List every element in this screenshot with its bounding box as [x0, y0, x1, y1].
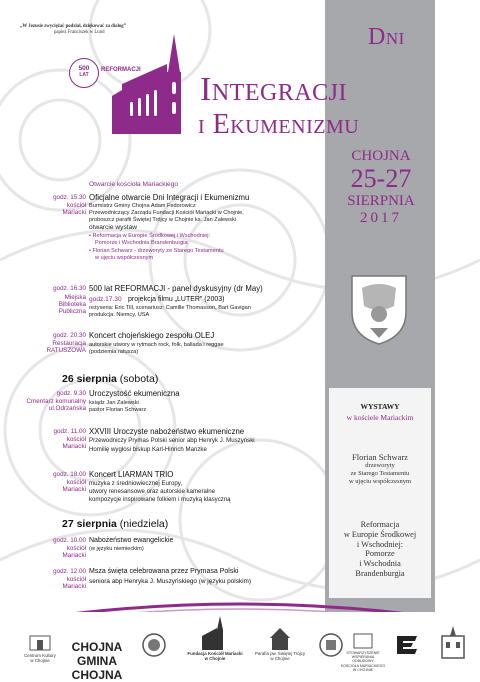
event-place: Cmentarz komunalny ul.Odrzańska: [26, 398, 86, 413]
church-logo-icon: [198, 616, 232, 650]
e-logo-icon: [393, 632, 421, 658]
day-heading: 27 sierpnia (niedziela): [62, 518, 169, 530]
quote-author: papież Franciszek w Lund: [54, 30, 105, 35]
event-title: Msza święta celebrowana przez Prymasa Polski: [89, 568, 239, 575]
event-time: godz. 9.30: [56, 390, 86, 397]
coat-of-arms-icon: [348, 272, 410, 346]
quote: „W Jezusie zwyciężać podział, dziękować za dialog” papież Franciszek w Lund: [20, 24, 160, 36]
event-line: muzyka z średniowiecznej Europy,: [89, 480, 183, 487]
title-integracji: Integracji: [200, 71, 347, 108]
event-line: Burmistrz Gminy Chojna Adam Fedorowicz: [89, 203, 196, 209]
day-heading: 26 sierpnia (sobota): [62, 373, 159, 385]
seal-icon: [141, 632, 167, 658]
event-title: Oficjalne otwarcie Dni Integracji i Ekumenizmu: [89, 193, 250, 202]
sponsor-logo: Fundacja Kościół Mariacki w Chojnie: [182, 616, 248, 661]
sponsor-logo: Parafia pw. Świętej Trójcy w Chojnie: [250, 626, 310, 661]
exhibit-bullet: • Reformacja w Europie Środkowej i Wschodniej:: [89, 233, 211, 239]
event-time-2: godz.17.30: [89, 296, 122, 303]
church-icon: [112, 34, 194, 134]
sponsor-logo: [436, 626, 470, 663]
exhibit-bullet: Pomorze i Wschodnia Brandenburgia: [95, 240, 188, 246]
event-sub: otwarcie wystaw: [89, 224, 138, 231]
exhibitions-heading: WYSTAWY: [360, 402, 400, 411]
day25-intro: Otwarcie kościoła Mariackiego: [89, 181, 179, 188]
event-line: kompozycje inspirowane folkiem i muzyką klasyczną: [89, 496, 231, 503]
exhibition-schwarz: Florian Schwarz drzeworyty ze Starego Testamentu w ujęciu współczesnym: [348, 452, 412, 485]
event-line: proboszcz parafii Świętej Trójcy w Chojnie ks. Jan Zalewski: [89, 217, 237, 223]
event-line: autorskie utwory w rytmach rock, folk, ballada i reggae: [89, 342, 224, 348]
event-place: Miejska Biblioteka Publiczna: [58, 294, 86, 316]
sponsor-logo: [140, 632, 168, 659]
event-line: seniora abp Henryka J. Muszyńskiego (w języku polskim): [89, 578, 251, 585]
event-dates: [340, 148, 422, 227]
event-line: Przewodniczący Zarządu Fundacji Kościół Mariacki w Chojnie,: [89, 210, 244, 216]
parish-church-icon: [265, 626, 295, 650]
event-time: godz. 11.00: [53, 428, 86, 435]
event-title: Uroczystość ekumeniczna: [89, 389, 180, 398]
event-title: Koncert chojeńskiego zespołu OLEJ: [89, 331, 215, 340]
culture-centre-icon: [28, 632, 52, 652]
exhibitions-place: w kościele Mariackim: [346, 413, 414, 422]
year: 2017: [360, 210, 402, 226]
event-time: godz. 10.00: [53, 537, 86, 544]
event-place: kościół Mariacki: [62, 436, 86, 451]
event-line: (w języku niemieckim): [89, 546, 144, 552]
title-ekumenizmu: i Ekumenizmu: [198, 109, 360, 140]
event-place: Restauracja RATUSZOWA: [46, 340, 86, 355]
exhibition-reformation: Reformacja w Europie Środkowej i Wschodniej: Pomorze i Wschodnia Brandenburgia: [343, 520, 417, 578]
event-line: utwory renesansowe oraz autorskie kameralne: [89, 488, 215, 495]
event-place: kościół Mariacki: [62, 202, 86, 217]
event-time: godz. 12.00: [53, 568, 86, 575]
reformation-label: REFORMACJI: [101, 67, 141, 73]
sponsor-logo: [392, 632, 422, 659]
event-time: godz. 15.30: [53, 194, 86, 201]
event-time: godz. 16.30: [53, 285, 86, 292]
reformation-badge: 500 LAT: [69, 58, 99, 88]
event-line: (podziemia ratusza): [89, 349, 139, 355]
event-place: kościół Mariacki: [62, 576, 86, 591]
dni-label: Dni: [368, 24, 405, 50]
event-time: godz. 20.30: [53, 332, 86, 339]
event-line: pastor Florian Schwarz: [89, 407, 147, 413]
event-title-2: projekcja filmu „LUTER” (2003): [128, 296, 225, 303]
town-hall-icon: [438, 626, 468, 662]
event-line: reżyseria: Eric Till, scenariusz: Camille Thomasson, Bart Gavigan: [89, 305, 251, 311]
exhibit-bullet: • Florian Schwarz - drzeworyty ze Starego Testamentu: [89, 248, 224, 254]
city-name: CHOJNA: [351, 148, 411, 164]
event-time: godz. 18.00: [53, 471, 86, 478]
exhibit-bullet: w ujęciu współczesnym: [95, 255, 154, 261]
sponsor-logo: STOWARZYSZENIE WSPIERANIA ODBUDOWY KOŚCIOŁA MARIACKIEGO W CHOJNIE: [340, 632, 386, 672]
event-title: Nabożeństwo ewangelickie: [89, 537, 174, 544]
event-line: ksiądz Jan Zalewski: [89, 400, 139, 406]
sponsor-logo: CHOJNA GMINA CHOJNA: [71, 640, 123, 682]
event-line: produkcja: Niemcy, USA: [89, 312, 150, 318]
sponsor-logo: Centrum Kultury w Chojnie: [18, 632, 62, 663]
association-icon: [352, 632, 374, 650]
event-title: Koncert LIARMAN TRIO: [89, 470, 174, 479]
event-line: Przewodniczy Prymas Polski senior abp Henryk J. Muszyński: [89, 437, 255, 444]
event-title: XXVIII Uroczyste nabożeństwo ekumeniczne: [89, 427, 245, 436]
event-place: kościół Mariacki: [62, 479, 86, 494]
event-line: Homilię wygłosi biskup Karl-Hinrich Manzke: [89, 446, 207, 453]
date-range: 25-27: [350, 164, 412, 193]
event-place: kościół Mariacki: [62, 545, 86, 560]
event-title: 500 lat REFORMACJI - panel dyskusyjny (dr May): [89, 284, 263, 293]
month: SIERPNIA: [347, 193, 415, 209]
